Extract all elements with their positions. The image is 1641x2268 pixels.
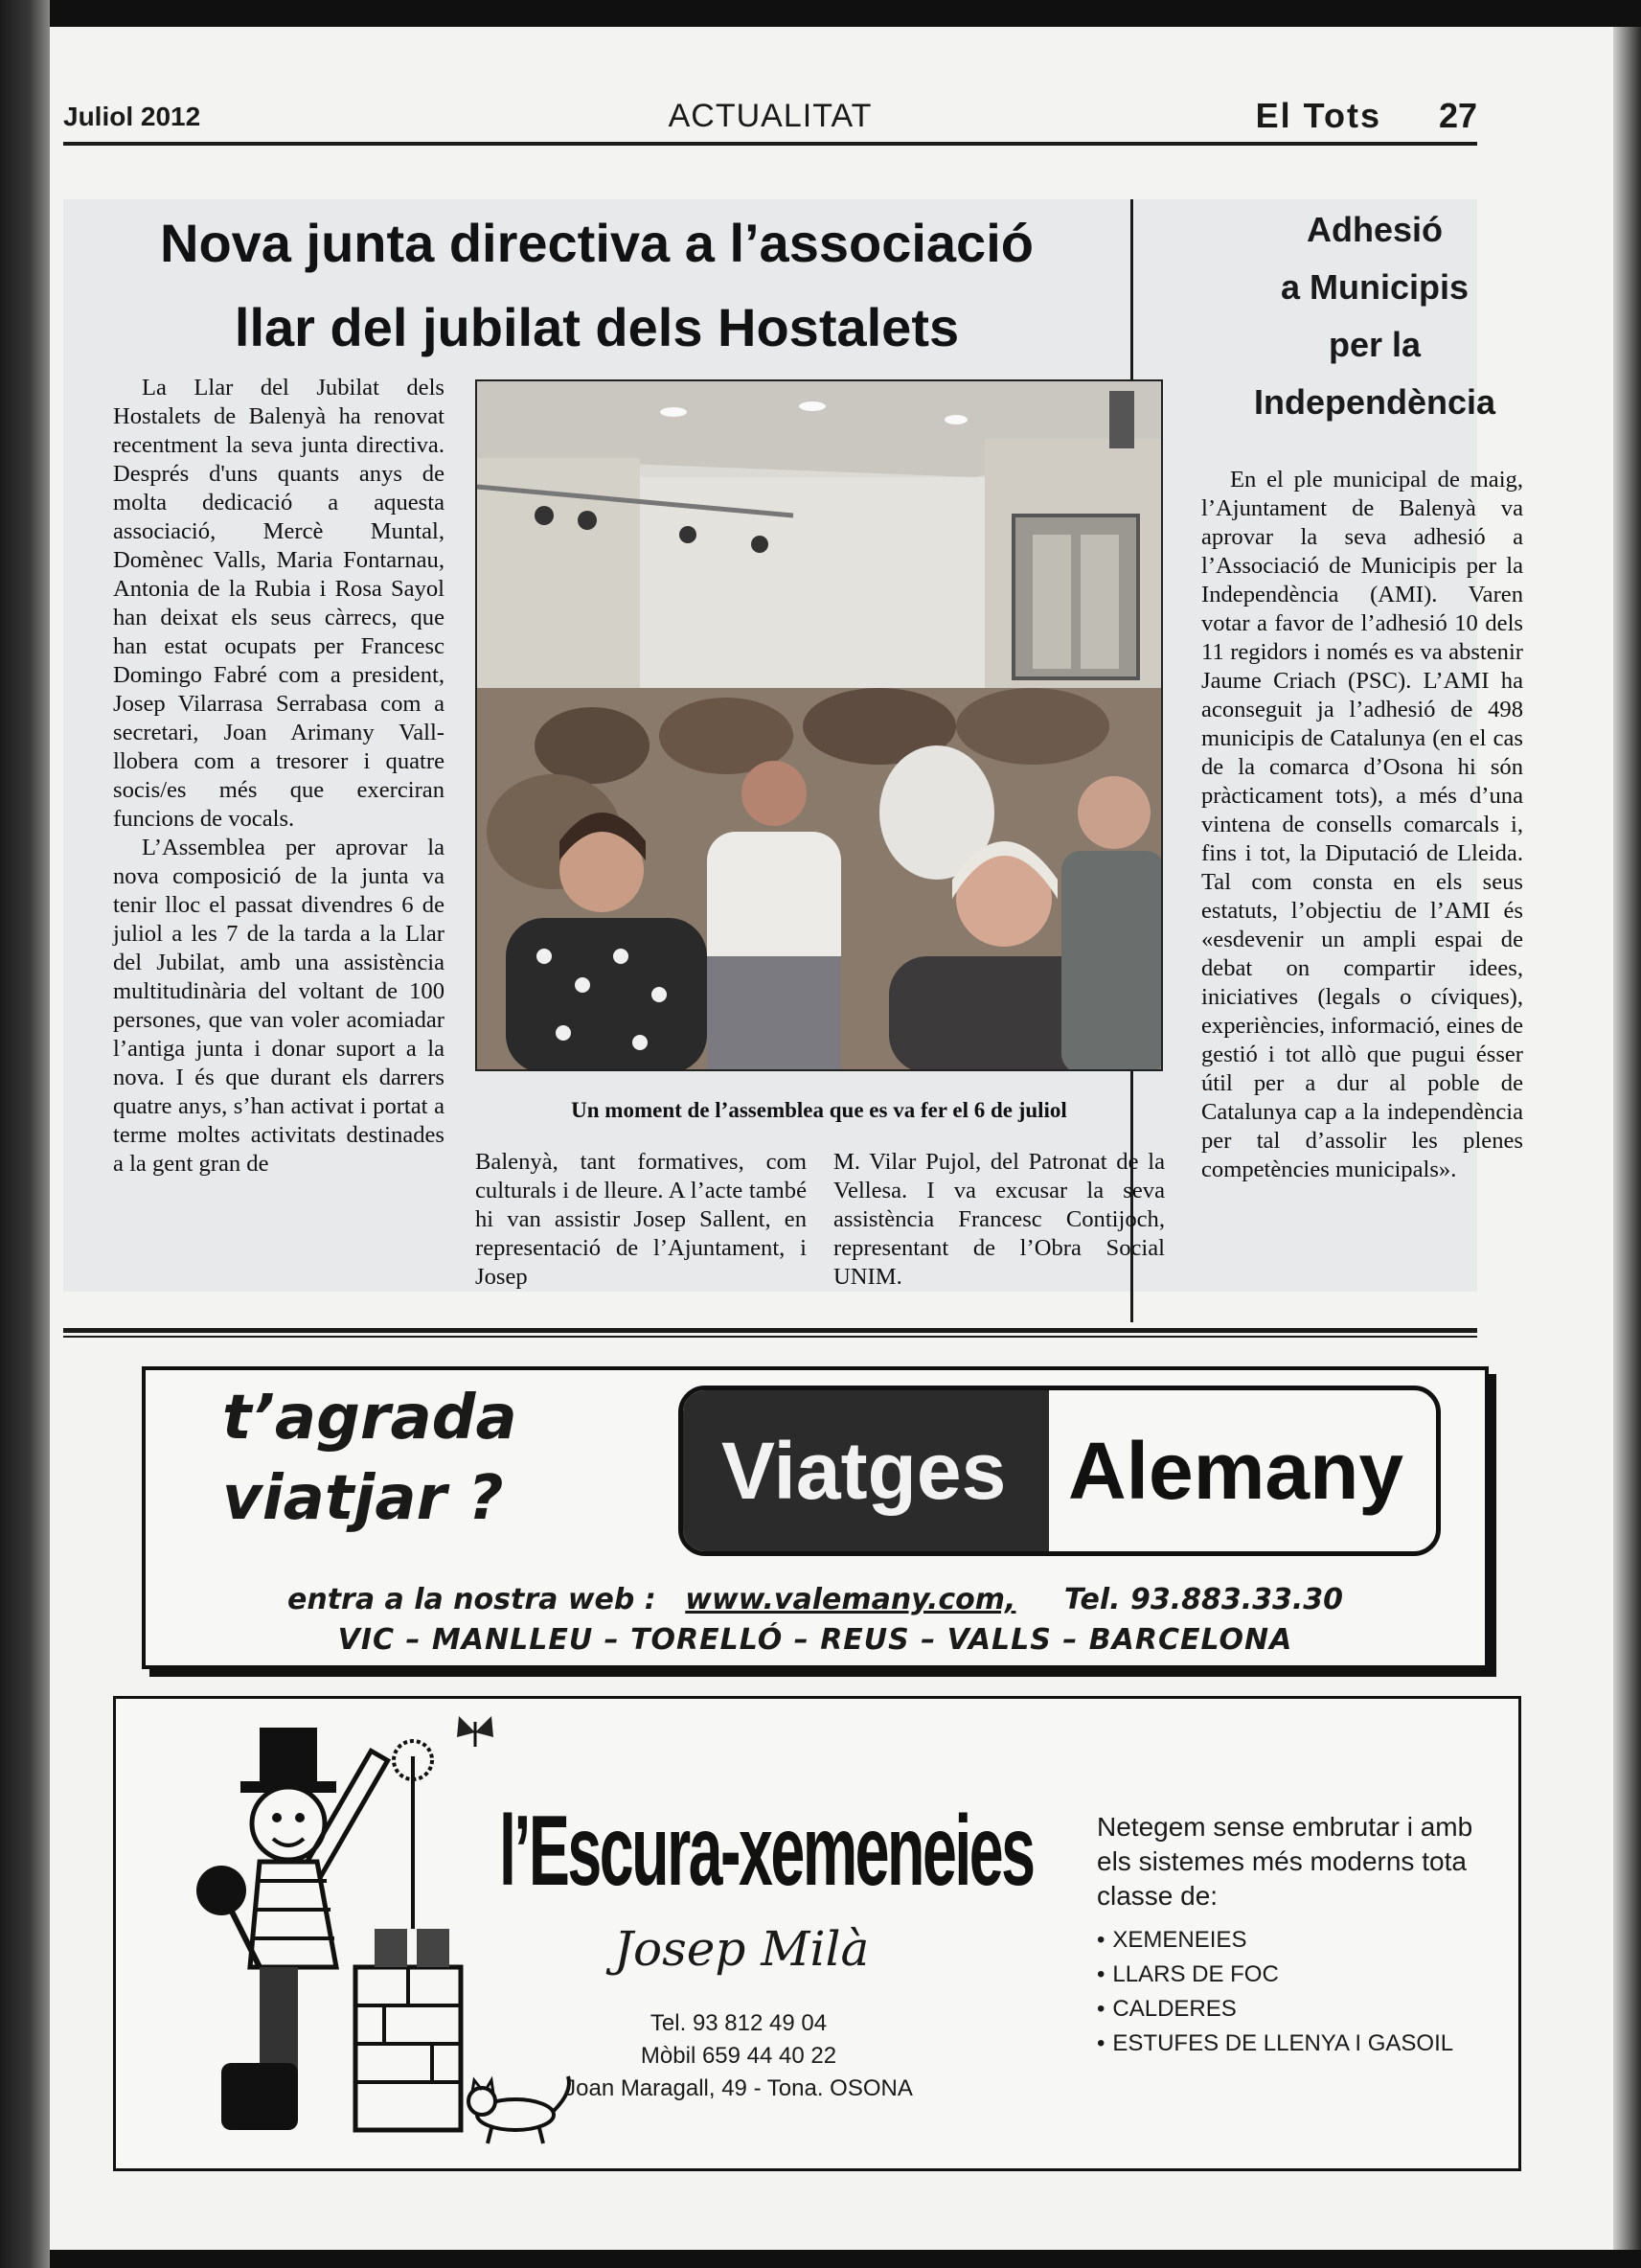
logo-word-viatges: Viatges	[721, 1426, 1007, 1516]
article-paragraph: M. Vilar Pujol, del Patronat de la Vellesa. I va excusar la seva assistència Francesc Contijoch, representant de l’Obra Social UNIM.	[833, 1149, 1165, 1290]
section-divider-thin	[63, 1336, 1477, 1338]
service-item: • XEMENEIES	[1097, 1923, 1509, 1958]
magazine-name: El Tots	[1255, 96, 1381, 135]
ad-contact	[547, 2007, 930, 2105]
web-label: entra a la nostra web :	[286, 1583, 656, 1616]
sidebar-title	[1207, 201, 1542, 431]
service-item: • LLARS DE FOC	[1097, 1958, 1509, 1992]
ad-slogan	[222, 1378, 517, 1539]
sidebar-title-line: Adhesió	[1306, 210, 1443, 249]
service-item: • ESTUFES DE LLENYA I GASOIL	[1097, 2027, 1509, 2061]
sidebar-title-line: Independència	[1253, 382, 1496, 422]
website-link[interactable]: www.valemany.com,	[685, 1583, 1016, 1616]
service-item: • CALDERES	[1097, 1992, 1509, 2027]
page-number: 27	[1438, 96, 1477, 135]
sidebar-body	[1201, 466, 1523, 1184]
sidebar-title-line: a Municipis	[1280, 267, 1470, 307]
ad-slogan-line: t’agrada	[222, 1383, 517, 1454]
ad-pitch-text: Netegem sense embrutar i amb els sistemes més moderns tota classe de:	[1097, 1812, 1473, 1911]
chimney-sweep-illustration	[193, 1718, 480, 2159]
viatges-alemany-logo	[678, 1386, 1441, 1556]
article-title-line: llar del jubilat dels Hostalets	[234, 297, 960, 357]
travel-advertisement	[142, 1366, 1489, 1669]
sidebar-title-line: per la	[1328, 325, 1422, 364]
page-edge	[1613, 27, 1641, 2250]
section-divider	[63, 1328, 1477, 1333]
ad-mobile: Mòbil 659 44 40 22	[640, 2043, 837, 2069]
ad-pitch	[1097, 1810, 1509, 2061]
services-list	[1097, 1923, 1509, 2061]
article-title-line: Nova junta directiva a l’associació	[160, 213, 1034, 273]
chimney-sweep-advertisement	[113, 1696, 1521, 2171]
article-paragraph: L’Assemblea per aprovar la nova composició de la junta va tenir lloc el passat divendres 6 de juliol a les 7 de la tarda a la Llar del Jubilat, amb una assistència multitudinària del voltant de 100 persones, que van voler acomiadar l’antiga junta i donar suport a la nova. I és que durant els darrers quatre anys, s’han activat i portat a terme moltes activitats destinades a la gent gran de	[113, 835, 444, 1177]
issue-date: Juliol 2012	[63, 102, 201, 131]
ad-cities: VIC – MANLLEU – TORELLÓ – REUS – VALLS – BARCELONA	[337, 1623, 1293, 1657]
butterfly-icon	[451, 1708, 499, 1756]
owner-name: Josep Milà	[614, 1921, 870, 1977]
ad-web-line	[146, 1583, 1485, 1616]
ad-address: Joan Maragall, 49 - Tona. OSONA	[564, 2075, 913, 2101]
article-title	[63, 201, 1130, 370]
photo-caption: Un moment de l’assemblea que es va fer el 6 de juliol	[571, 1098, 1067, 1122]
article-paragraph: La Llar del Jubilat dels Hostalets de Balenyà ha renovat recentment la seva junta directiva. Després d'uns quants anys de molta dedicació a aquesta associació, Mercè Muntal, Domènec Valls, Maria Fontarnau, Antonia de la Rubia i Rosa Sayol han deixat els seus càrrecs, que han estat ocupats per Francesc Domingo Fabré com a president, Josep Vilarrasa Serrabasa com a secretari, Joan Arimany Vall-llobera com a tresorer i quatre socis/es més que exerciran funcions de vocals.	[113, 375, 444, 832]
article-paragraph: Balenyà, tant formatives, com culturals i de lleure. A l’acte també hi van assistir Josep Sallent, en representació de l’Ajuntament, i Josep	[475, 1149, 807, 1290]
assembly-photo	[475, 379, 1163, 1071]
article-column-c	[833, 1148, 1165, 1292]
logo-word-alemany: Alemany	[1068, 1426, 1404, 1516]
ad-phone: Tel. 93.883.33.30	[1063, 1583, 1344, 1616]
page-header	[63, 77, 1477, 146]
assembly-photo-illustration	[477, 381, 1163, 1071]
article-column-b	[475, 1148, 807, 1292]
ad-phone: Tel. 93 812 49 04	[650, 2010, 828, 2036]
sidebar-paragraph: En el ple municipal de maig, l’Ajuntament de Balenyà va aprovar la seva adhesió a l’Associació de Municipis per la Independència (AMI). Varen votar a favor de l’adhesió 10 dels 11 regidors i només es va abstenir Jaume Criach (PSC). L’AMI ha aconseguit ja l’adhesió de 498 municipis de Catalunya (en el cas de la comarca d’Osona hi són pràcticament tots), a més d’una vintena de consells comarcals i, fins i tot, la Diputació de Lleida. Tal com consta en els seus estatuts, l’objectiu de l’AMI és «esdevenir un ampli espai de debat on compartir idees, iniciatives (legals o cíviques), experiències, informació, eines de gestió i tot allò que pugui ésser útil per a dur al poble de Catalunya cap a la independència per tal d’assolir les plenes competències municipals».	[1201, 467, 1523, 1182]
book-spine	[0, 0, 50, 2268]
escura-xemeneies-brand: l’Escura-xemeneies	[499, 1796, 1034, 1907]
ad-slogan-line: viatjar ?	[222, 1463, 504, 1534]
section-name: ACTUALITAT	[668, 98, 873, 134]
article-column-a	[113, 374, 444, 1179]
